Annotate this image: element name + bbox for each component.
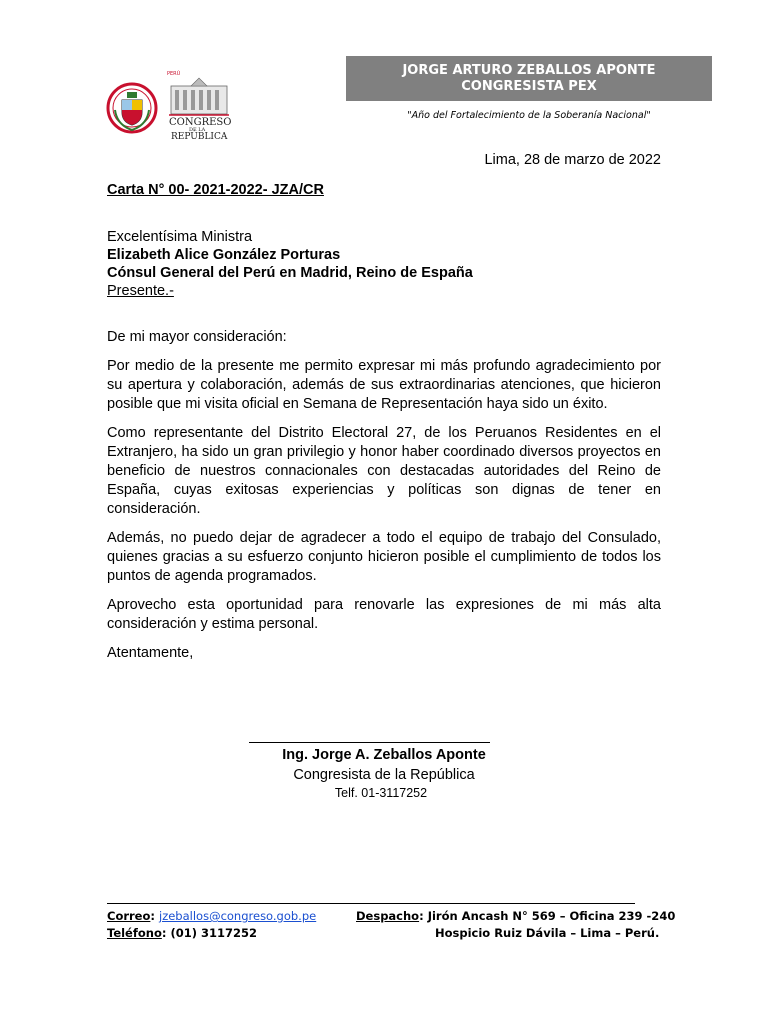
footer-phone-value: (01) 3117252 [166, 926, 258, 940]
congress-building-icon [169, 78, 229, 115]
letter-date: Lima, 28 de marzo de 2022 [484, 152, 661, 168]
footer-email: Correo: jzeballos@congreso.gob.pe [107, 909, 317, 923]
banner-title: CONGRESISTA PEX [461, 78, 597, 94]
footer-divider [107, 903, 635, 904]
salutation: De mi mayor consideración: [107, 329, 287, 345]
recipient-role: Cónsul General del Perú en Madrid, Reino de España [107, 265, 473, 281]
signature-phone: Telf. 01-3117252 [334, 786, 428, 800]
logo-peru-text: PERÚ [167, 71, 181, 77]
logo-congreso-text: CONGRESO [169, 117, 232, 128]
header-banner [346, 56, 712, 101]
letter-body [107, 328, 661, 673]
banner-name: JORGE ARTURO ZEBALLOS APONTE [402, 62, 656, 78]
peru-seal-icon [105, 70, 235, 142]
signature-line [249, 742, 490, 743]
congreso-logo [105, 70, 235, 142]
logo-republica-text: REPÚBLICA [171, 132, 228, 142]
recipient-presente: Presente.- [107, 283, 174, 299]
footer-office-value: : Jirón Ancash N° 569 – Oficina 239 -240 [419, 909, 676, 923]
logo-dela-text: DE LA [189, 127, 206, 133]
footer-office-address: Hospicio Ruiz Dávila – Lima – Perú. [435, 926, 660, 940]
paragraph: Aprovecho esta oportunidad para renovarle las expresiones de mi más alta consideración y estima personal. [107, 597, 661, 632]
footer-phone-label: Teléfono [107, 926, 162, 940]
recipient-title: Excelentísima Ministra [107, 229, 253, 245]
footer-office-label: Despacho [356, 909, 420, 923]
footer-office [356, 909, 675, 923]
paragraph: Como representante del Distrito Electoral 27, de los Peruanos Residentes en el Extranjero, ha sido un gran privilegio y honor haber coordinado diversos proyectos en beneficio de nuestros connacionales con destacadas autoridades del Reino de España, cuyas exitosas experiencias y políticas son dignas de tener en consideración. [107, 425, 661, 517]
signature-role: Congresista de la República [293, 767, 475, 783]
recipient-name: Elizabeth Alice González Porturas [107, 247, 341, 263]
year-motto: "Año del Fortalecimiento de la Soberanía Nacional" [407, 110, 651, 121]
recipient-block [107, 228, 473, 300]
closing: Atentamente, [107, 645, 194, 661]
letter-reference: Carta N° 00- 2021-2022- JZA/CR [107, 182, 324, 198]
footer-phone: Teléfono: (01) 3117252 [107, 926, 258, 940]
footer-email-label: Correo [107, 909, 151, 923]
paragraph: Por medio de la presente me permito expresar mi más profundo agradecimiento por su apertura y colaboración, además de sus extraordinarias atenciones, que hicieron posible que mi visita oficial en Semana de Representación haya sido un éxito. [107, 358, 661, 412]
email-link[interactable]: jzeballos@congreso.gob.pe [159, 909, 317, 923]
signature-name: Ing. Jorge A. Zeballos Aponte [282, 747, 486, 763]
paragraph: Además, no puedo dejar de agradecer a todo el equipo de trabajo del Consulado, quienes gracias a su esfuerzo conjunto hicieron posible el cumplimiento de todos los puntos de agenda programados. [107, 530, 661, 584]
